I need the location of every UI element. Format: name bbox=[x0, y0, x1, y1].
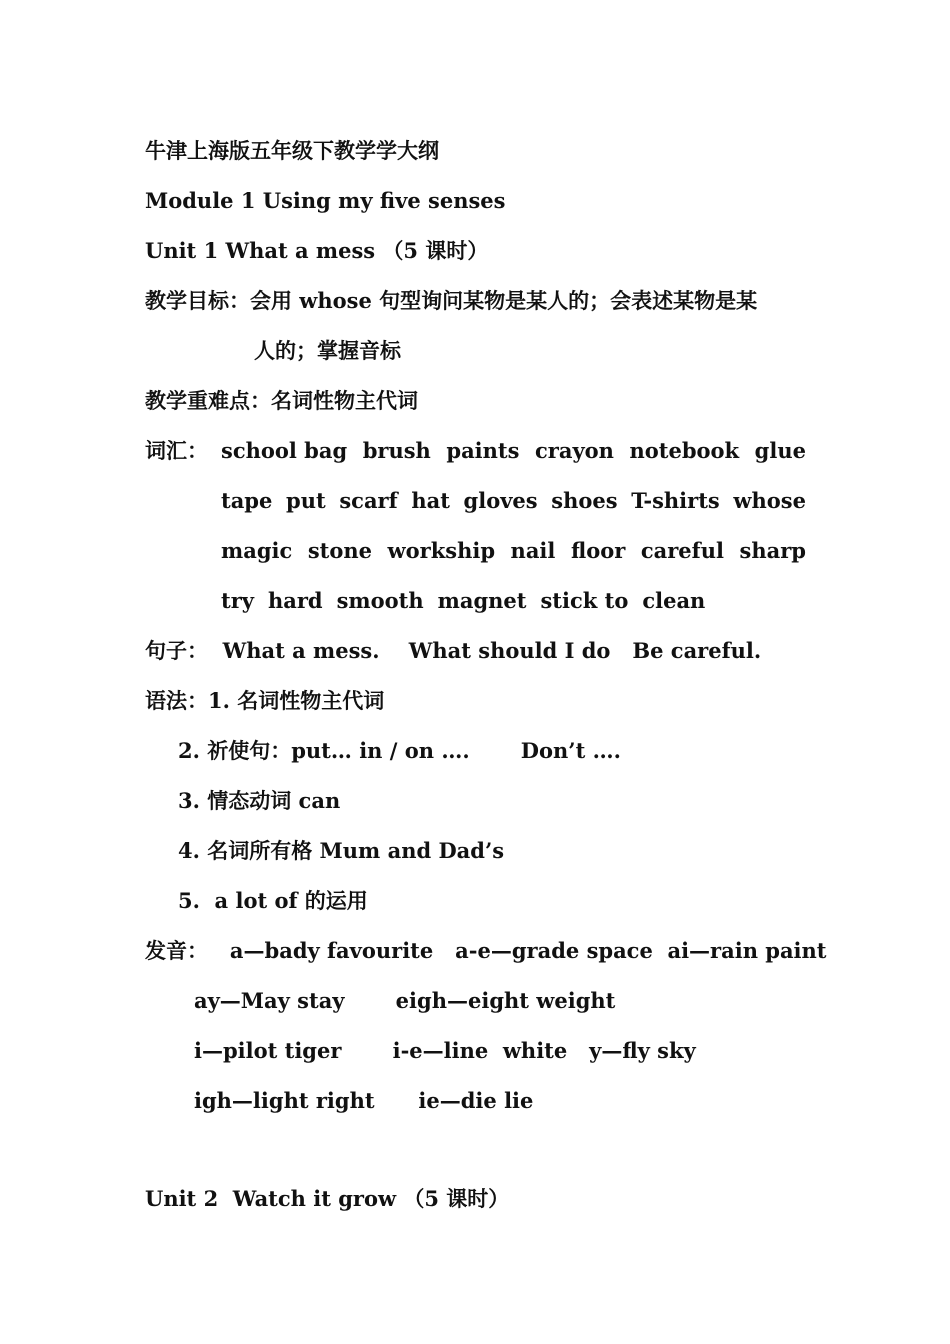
unit1-heading: Unit 1 What a mess （5 课时） bbox=[145, 238, 489, 263]
vocab-word: smooth bbox=[336, 588, 424, 613]
vocab-word: paints bbox=[446, 438, 520, 463]
vocab-word: scarf bbox=[339, 488, 398, 513]
vocab-word: whose bbox=[733, 488, 806, 513]
objectives-text-1: 会用 whose 句型询问某物是某人的；会表述某物是某 bbox=[250, 288, 758, 313]
key-points: 教学重难点：名词性物主代词 bbox=[145, 388, 418, 413]
vocab-word: put bbox=[286, 488, 326, 513]
phonics-line-1: 发音： a—bady favourite a-e—grade space ai—rain paint bbox=[145, 938, 827, 963]
grammar-item-4: 4. 名词所有格 Mum and Dad’s bbox=[178, 838, 505, 863]
document-title: 牛津上海版五年级下教学学大纲 bbox=[145, 138, 439, 163]
vocab-word: tape bbox=[221, 488, 273, 513]
phonics-line-2: ay—May stay eigh—eight weight bbox=[194, 988, 616, 1013]
grammar-item-1: 语法：1. 名词性物主代词 bbox=[145, 688, 385, 713]
vocab-word: careful bbox=[640, 538, 724, 563]
vocab-word: try bbox=[221, 588, 254, 613]
vocab-word: crayon bbox=[535, 438, 614, 463]
objectives-text-2: 人的；掌握音标 bbox=[254, 338, 401, 363]
vocab-word: workship bbox=[387, 538, 495, 563]
vocab-word: shoes bbox=[551, 488, 618, 513]
vocab-word: sharp bbox=[739, 538, 806, 563]
vocab-word: T-shirts bbox=[631, 488, 720, 513]
vocab-word: brush bbox=[362, 438, 431, 463]
vocab-word: magic bbox=[221, 538, 293, 563]
vocab-row-3 bbox=[221, 536, 806, 566]
phonics-line-4: igh—light right ie—die lie bbox=[194, 1088, 534, 1113]
vocab-word: stick to bbox=[540, 588, 629, 613]
vocab-word: glue bbox=[754, 438, 806, 463]
vocab-word: school bag bbox=[221, 438, 348, 463]
vocab-word: nail bbox=[510, 538, 556, 563]
vocab-row-1 bbox=[221, 436, 806, 466]
vocab-row-2 bbox=[221, 486, 806, 516]
vocab-word: floor bbox=[570, 538, 626, 563]
objectives-label: 教学目标： bbox=[145, 288, 250, 313]
vocab-word: clean bbox=[642, 588, 706, 613]
vocab-word: hat bbox=[411, 488, 450, 513]
grammar-item-5: 5. a lot of 的运用 bbox=[178, 888, 368, 913]
module-heading: Module 1 Using my five senses bbox=[145, 188, 506, 213]
objectives-line-1 bbox=[145, 286, 757, 316]
unit2-heading: Unit 2 Watch it grow （5 课时） bbox=[145, 1186, 510, 1211]
vocab-row-4 bbox=[221, 586, 806, 616]
vocab-word: hard bbox=[267, 588, 323, 613]
grammar-item-3: 3. 情态动词 can bbox=[178, 788, 341, 813]
vocab-word: stone bbox=[307, 538, 372, 563]
vocab-word: magnet bbox=[437, 588, 527, 613]
vocab-word: notebook bbox=[629, 438, 740, 463]
vocab-word: gloves bbox=[463, 488, 538, 513]
vocab-label: 词汇： bbox=[145, 438, 208, 463]
grammar-item-2: 2. 祈使句：put… in / on …. Don’t …. bbox=[178, 738, 621, 763]
phonics-line-3: i—pilot tiger i-e—line white y—fly sky bbox=[194, 1038, 696, 1063]
sentences-line: 句子： What a mess. What should I do Be careful. bbox=[145, 638, 762, 663]
